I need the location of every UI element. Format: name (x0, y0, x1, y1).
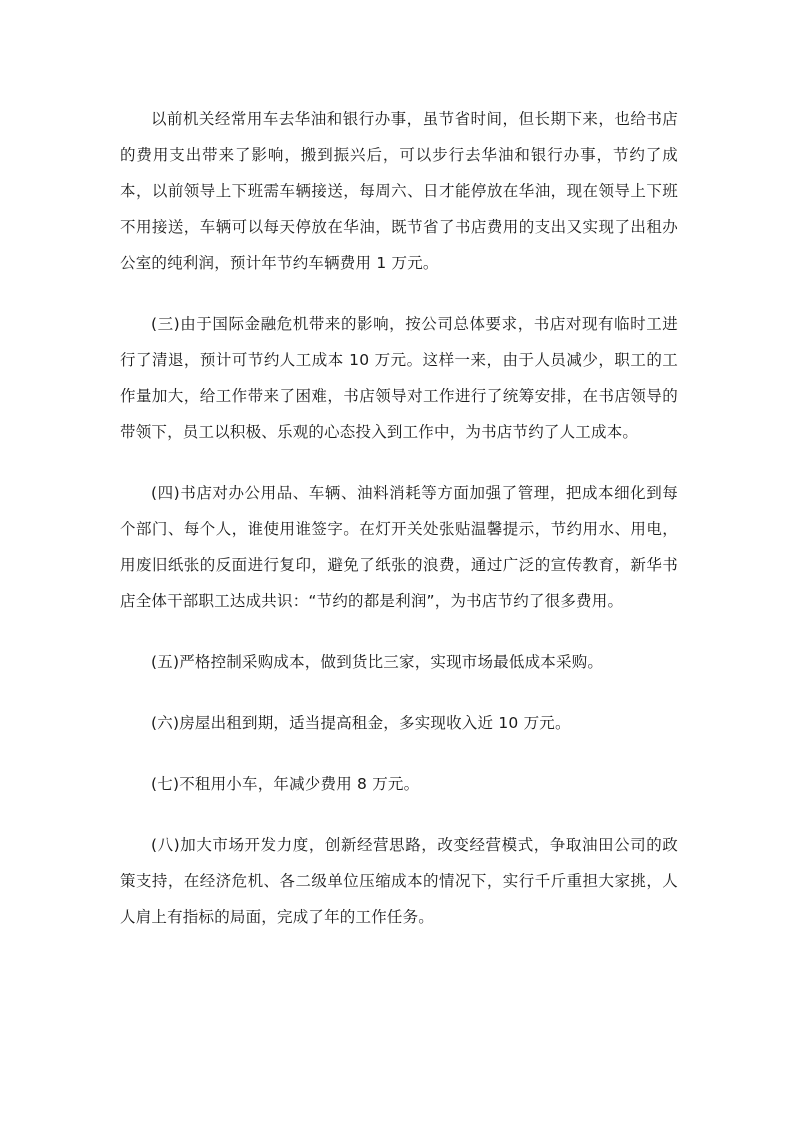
paragraph-item-3-labor-cost: (三)由于国际金融危机带来的影响，按公司总体要求，书店对现有临时工进行了清退，预计可节约人工成本 10 万元。这样一来，由于人员减少，职工的工作量加大，给工作带来了困难，书店领导对工作进行了统筹安排，在书店领导的带领下，员工以积极、乐观的心态投入到工作中，为书店节约了人工成本。 (120, 315, 678, 441)
paragraph-vehicle-savings: 以前机关经常用车去华油和银行办事，虽节省时间，但长期下来，也给书店的费用支出带来了影响，搬到振兴后，可以步行去华油和银行办事，节约了成本，以前领导上下班需车辆接送，每周六、日才能停放在华油，现在领导上下班不用接送，车辆可以每天停放在华油，既节省了书店费用的支出又实现了出租办公室的纯利润，预计年节约车辆费用 1 万元。 (120, 110, 678, 272)
paragraph-item-5-procurement: (五)严格控制采购成本，做到货比三家，实现市场最低成本采购。 (151, 653, 604, 671)
paragraph-item-6-rent: (六)房屋出租到期，适当提高租金，多实现收入近 10 万元。 (151, 714, 571, 732)
paragraph-item-7-car: (七)不租用小车，年减少费用 8 万元。 (151, 775, 420, 793)
document-body (120, 101, 678, 935)
paragraph-item-8-market: (八)加大市场开发力度，创新经营思路，改变经营模式，争取油田公司的政策支持，在经济危机、各二级单位压缩成本的情况下，实行千斤重担大家挑，人人肩上有指标的局面，完成了年的工作任务。 (120, 836, 678, 926)
paragraph-item-4-office-supplies: (四)书店对办公用品、车辆、油料消耗等方面加强了管理，把成本细化到每个部门、每个人，谁使用谁签字。在灯开关处张贴温馨提示，节约用水、用电，用废旧纸张的反面进行复印，避免了纸张的浪费，通过广泛的宣传教育，新华书店全体干部职工达成共识：“节约的都是利润”，为书店节约了很多费用。 (120, 484, 678, 610)
